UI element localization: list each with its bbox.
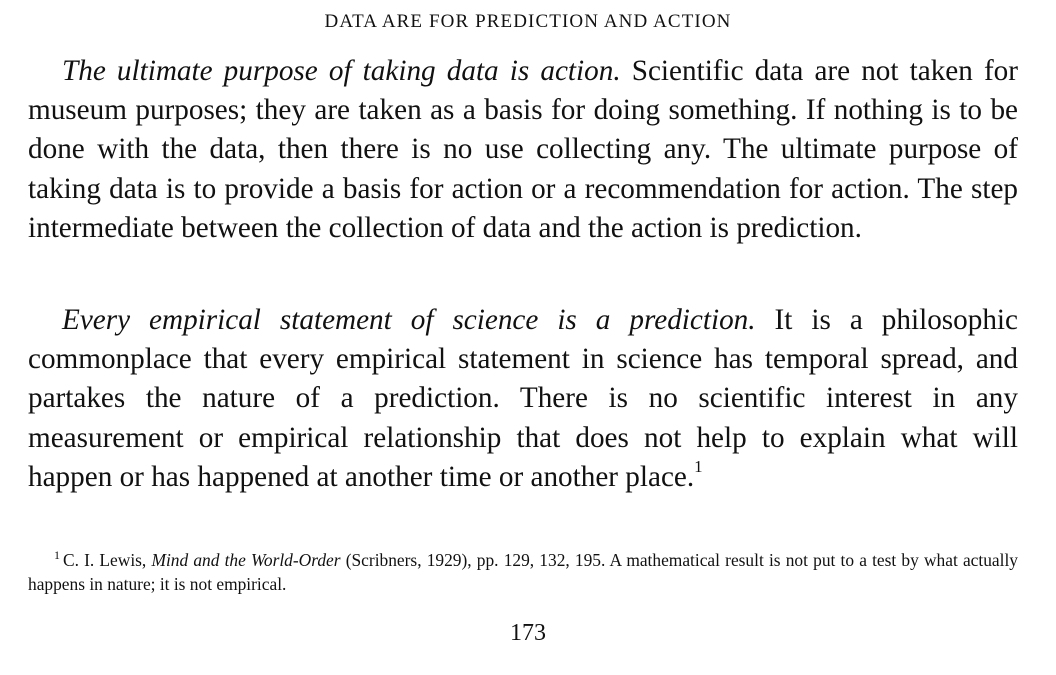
footnote-reference: 1	[694, 457, 703, 477]
paragraph-prediction	[28, 301, 1018, 497]
paragraph-action	[28, 52, 1018, 248]
paragraph-lead-italic: The ultimate purpose of taking data is action.	[62, 55, 621, 87]
page-number: 173	[510, 620, 546, 646]
footnote-body: (Scribners, 1929), pp. 129, 132, 195. A mathematical result is not put to a test by what actually happens in nature; it is not empirical.	[28, 550, 1018, 594]
paragraph-body: Scientific data are not taken for museum purposes; they are taken as a basis for doing something. If nothing is to be done with the data, then there is no use collecting any. The ultimate purpose of taking data is to provide a basis for action or a recommendation for action. The step intermediate between the collection of data and the action is prediction.	[28, 55, 1018, 244]
footnote-author: C. I. Lewis,	[63, 550, 147, 570]
paragraph-lead-italic: Every empirical statement of science is a prediction.	[62, 304, 756, 336]
footnote	[28, 548, 1018, 596]
footnote-title: Mind and the World-Order	[151, 550, 341, 570]
paragraph-body: It is a philosophic commonplace that every empirical statement in science has temporal spread, and partakes the nature of a prediction. There is no scientific interest in any measurement or empirical relationship that does not help to explain what will happen or has happened at another time or another place.	[28, 304, 1018, 493]
running-head: DATA ARE FOR PREDICTION AND ACTION	[324, 11, 732, 32]
footnote-marker: 1	[54, 548, 60, 563]
